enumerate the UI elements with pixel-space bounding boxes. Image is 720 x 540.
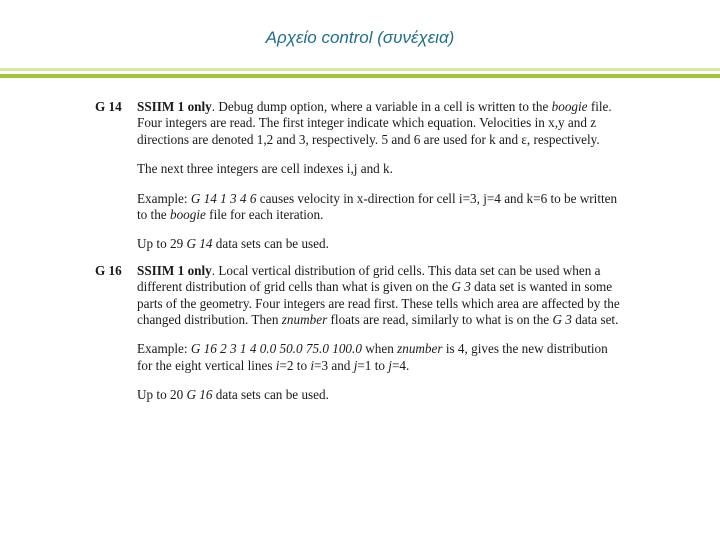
paragraph: [137, 387, 625, 403]
entry-code: G 16: [95, 262, 122, 278]
text-run: data sets can be used.: [212, 236, 329, 252]
italic-term: boogie: [551, 99, 588, 114]
text-run: causes velocity in x-direction for cell i=3, j=4 and k=6 to be written to the: [137, 190, 618, 223]
italic-term: boogie: [169, 207, 206, 223]
paragraph: [137, 263, 625, 329]
text-run: Up to 20: [137, 387, 187, 403]
emphasis-lead: SSIIM 1 only: [137, 99, 212, 114]
italic-term: G 3: [552, 312, 572, 328]
text-run: =3 and: [314, 357, 354, 373]
entry-code: G 14: [95, 99, 122, 114]
entry-body: [137, 263, 625, 404]
text-run: =4.: [391, 357, 410, 373]
entry-body: [137, 99, 625, 253]
italic-term: G 16: [186, 387, 213, 403]
text-run: Up to 29: [137, 236, 187, 252]
text-run: data set.: [571, 312, 619, 328]
text-run: data set is wanted in some parts of the geometry. Four integers are read first. These tells which area are affected by the changed distribution. Then: [137, 279, 620, 328]
text-run: Example:: [137, 190, 191, 206]
text-run: Example:: [137, 341, 191, 357]
paragraph: [137, 341, 625, 374]
text-run: data sets can be used.: [212, 387, 329, 403]
italic-term: i: [275, 357, 280, 373]
italic-term: G 14 1 3 4 6: [190, 190, 257, 206]
italic-term: G 3: [451, 279, 471, 295]
italic-term: j: [388, 357, 392, 373]
italic-term: j: [353, 357, 358, 373]
text-run: file. Four integers are read. The first integer indicate which equation. Velocities in x,y and z directions are denoted 1,2 and 3, respectively. 5 and 6 are used for k and ε, respectively.: [137, 99, 612, 147]
italic-term: i: [310, 357, 315, 373]
entry-g14: [95, 99, 625, 253]
italic-term: znumber: [397, 341, 443, 357]
text-run: . Local vertical distribution of grid cells. This data set can be used when a different distribution of grid cells than what is given on the: [137, 262, 601, 295]
paragraph: [137, 99, 625, 148]
text-run: is 4, gives the new distribution for the eight vertical lines: [137, 341, 608, 373]
emphasis-lead: SSIIM 1 only: [137, 262, 212, 278]
italic-term: G 16 2 3 1 4 0.0 50.0 75.0 100.0: [190, 341, 362, 357]
entry-g16: [95, 263, 625, 404]
text-run: file for each iteration.: [205, 207, 324, 223]
header-divider-light: [0, 68, 720, 71]
text-run: =1 to: [357, 357, 389, 373]
paragraph: [137, 236, 625, 252]
paragraph: [137, 191, 625, 224]
text-run: . Debug dump option, where a variable in a cell is written to the: [211, 99, 552, 114]
text-run: floats are read, similarly to what is on the: [327, 312, 553, 328]
text-run: =2 to: [279, 357, 311, 373]
italic-term: znumber: [281, 312, 328, 328]
italic-term: G 14: [186, 236, 213, 252]
page-title: Αρχείο control (συνέχεια): [265, 28, 455, 47]
text-run: when: [361, 341, 398, 357]
document-body: [95, 99, 625, 414]
header-divider: [0, 74, 720, 78]
paragraph: The next three integers are cell indexes i,j and k.: [137, 161, 393, 177]
